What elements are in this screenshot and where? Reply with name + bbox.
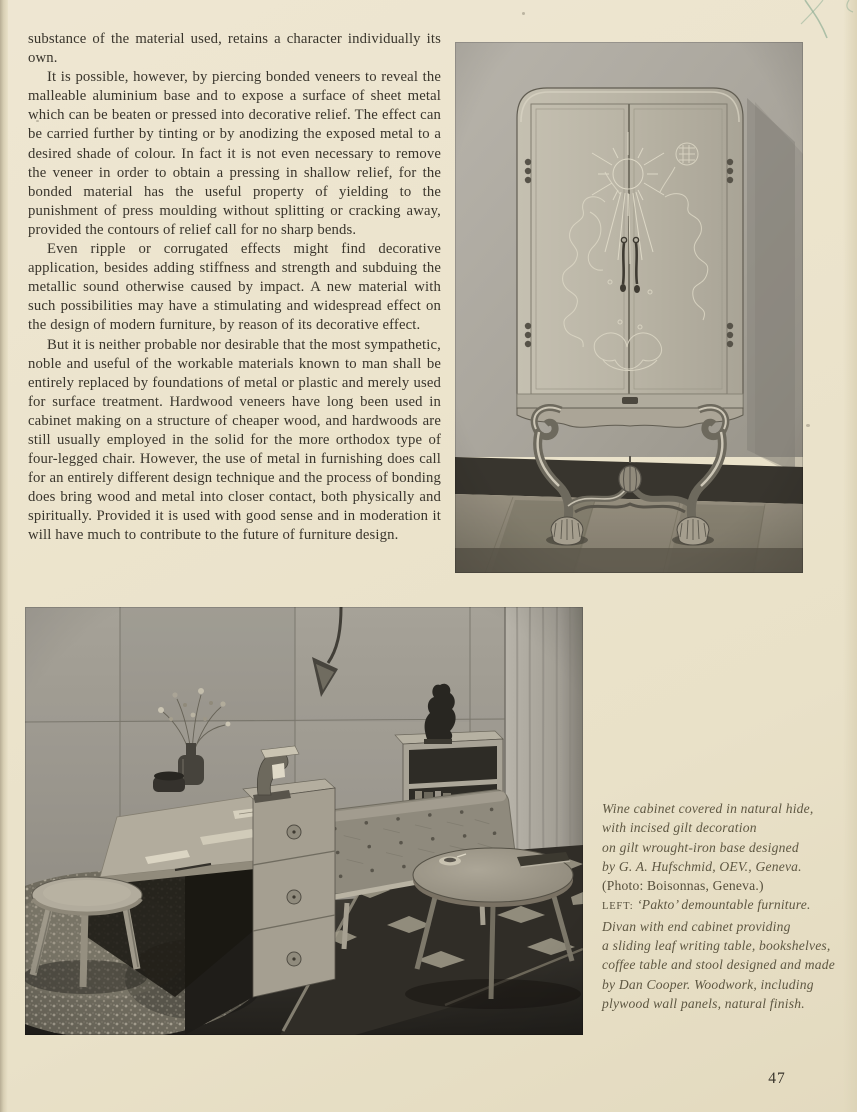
caption-line [602, 895, 856, 916]
figure-caption [602, 799, 856, 1013]
caption-line: by Dan Cooper. Woodwork, including [602, 976, 814, 992]
caption-line: plywood wall panels, natural finish. [602, 995, 805, 1011]
caption-line-text: ‘Pakto’ demountable furniture. [633, 897, 811, 913]
paper-speck [522, 12, 525, 15]
paragraph: But it is neither probable nor desirable that the most sympathetic, noble and useful of the workable materials known to man shall be entirely replaced by foundations of metal or plastic and merely used for surface treatment. Hardwood veneers have long been used in cabinet making on a structure of cheaper wood, and hardwoods are still usually employed in the solid for the more orthodox type of four-legged chair. However, the use of metal in furnishing does call for an entirely different design technique and the process of bonding does bring wood and metal into closer contact, both physically and spiritually. Provided it is used with good sense and in moderation it will have much to contribute to the future of furniture design. [28, 336, 441, 544]
pencil-mark [787, 0, 857, 45]
figure-pakto-room [25, 607, 583, 1035]
binding-edge [0, 0, 8, 1112]
caption-line: Divan with end cabinet providing [602, 918, 791, 934]
paragraph: Even ripple or corrugated effects might find decorative application, besides adding stiffness and strength and subduing the metallic sound otherwise caused by impact. A new material with such possibilities may have a stimulating and widespread effect on the design of modern furniture, by reason of its decorative effect. [28, 241, 441, 334]
paragraph: substance of the material used, retains a character individually its own. [28, 31, 441, 67]
page-number: 47 [768, 1070, 786, 1087]
caption-line: coffee table and stool designed and made [602, 957, 836, 973]
figure-wine-cabinet [455, 42, 803, 573]
caption-line: a sliding leaf writing table, bookshelves, [602, 938, 831, 954]
caption-left-label: LEFT: [602, 901, 634, 913]
paragraph: It is possible, however, by piercing bonded veneers to reveal the malleable aluminium base and to expose a surface of sheet metal which can be beaten or pressed into decorative relief. The effect can be carried further by tinting or by anodizing the exposed metal to a desired shade of colour. In fact it is not even necessary to remove the veneer in order to obtain a pressing in shallow relief, for the bonded material has the useful property of yielding to the punishment of press moulding without splitting or cracking away, provided the contours of relief call for no sharp bends. [28, 69, 441, 238]
article-text [28, 30, 441, 546]
caption-line-photo-credit: (Photo: Boisonnas, Geneva.) [602, 878, 764, 894]
paper-speck [806, 424, 810, 427]
caption-line: with incised gilt decoration [602, 820, 757, 836]
caption-line: Wine cabinet covered in natural hide, [602, 801, 814, 816]
caption-line: on gilt wrought-iron base designed [602, 839, 799, 855]
caption-line: by G. A. Hufschmid, OEV., Geneva. [602, 858, 802, 874]
